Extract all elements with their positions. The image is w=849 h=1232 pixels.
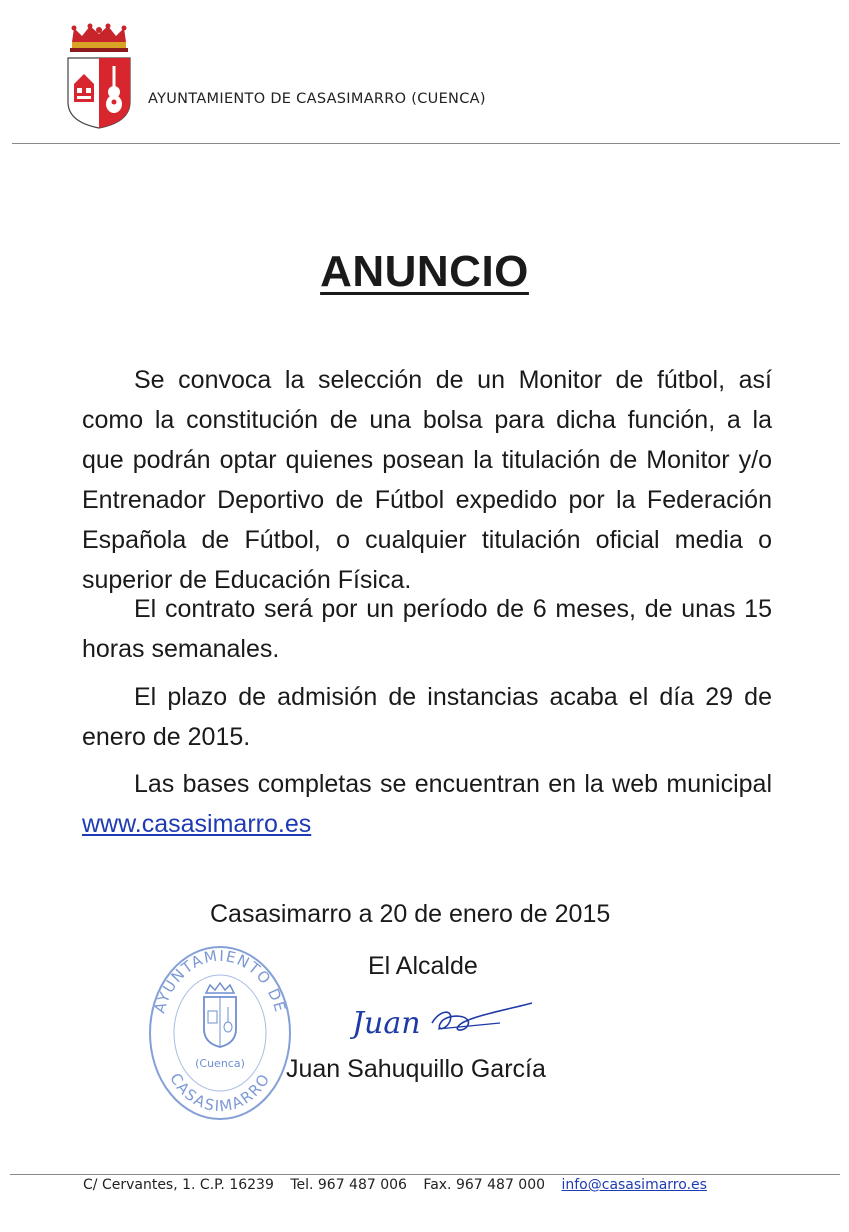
signature-text: Juan <box>352 1006 421 1041</box>
signer-name: Juan Sahuquillo García <box>286 1055 546 1083</box>
footer-divider <box>10 1174 840 1175</box>
paragraph-bases <box>82 764 772 844</box>
place-and-date: Casasimarro a 20 de enero de 2015 <box>210 900 611 928</box>
footer-contact <box>83 1177 707 1193</box>
seal-bottom-text: CASASIMARRO <box>166 1069 274 1116</box>
svg-text:CASASIMARRO <box>166 1070 274 1116</box>
footer-address: C/ Cervantes, 1. C.P. 16239 <box>83 1177 274 1193</box>
seal-top-text: AYUNTAMIENTO DE <box>150 946 290 1016</box>
footer-phone: Tel. 967 487 006 <box>290 1177 407 1193</box>
paragraph-plazo: El plazo de admisión de instancias acaba el día 29 de enero de 2015. <box>82 683 772 751</box>
paragraph-convocatoria: Se convoca la selección de un Monitor de fútbol, así como la constitución de una bolsa para dicha función, a la que podrán optar quienes posean la titulación de Monitor y/o Entrenador Deportivo de Fútbol expedido por la Federación Española de Fútbol, o cualquier titulación oficial media o superior de Educación Física. <box>82 366 772 594</box>
paragraph-contrato: El contrato será por un período de 6 meses, de unas 15 horas semanales. <box>82 595 772 663</box>
footer-email-link[interactable]: info@casasimarro.es <box>561 1177 707 1193</box>
paragraph-bases-text: Las bases completas se encuentran en la web municipal <box>134 770 772 798</box>
coat-of-arms-icon <box>62 22 136 132</box>
seal-center-text: (Cuenca) <box>195 1057 245 1070</box>
municipal-seal-icon <box>146 933 294 1123</box>
municipal-website-link[interactable]: www.casasimarro.es <box>82 810 312 838</box>
footer-fax: Fax. 967 487 000 <box>423 1177 546 1193</box>
signer-role: El Alcalde <box>368 952 478 980</box>
organization-name: AYUNTAMIENTO DE CASASIMARRO (CUENCA) <box>148 91 486 107</box>
header-divider <box>12 143 840 144</box>
title-text: ANUNCIO <box>320 247 529 296</box>
mayor-signature <box>350 995 535 1045</box>
page-title <box>0 247 849 297</box>
